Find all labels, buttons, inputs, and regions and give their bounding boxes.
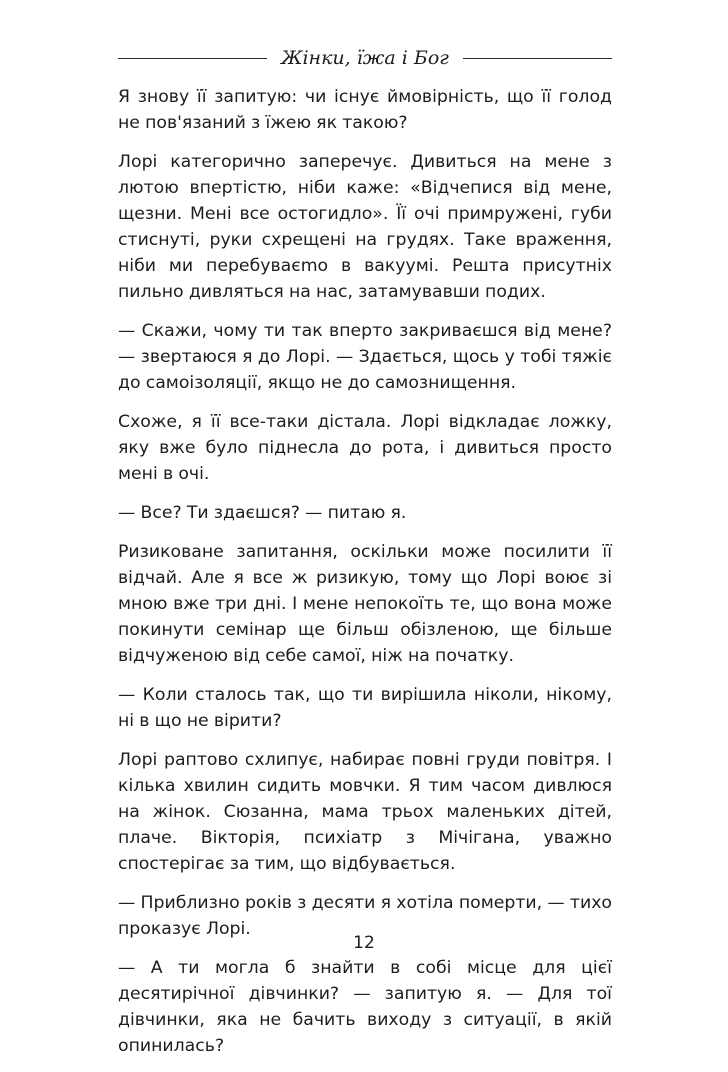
paragraph-3: — Скажи, чому ти так вперто закриваєшся від мене? — звертаюся я до Лорі. — Здається, щось у тобі тяжіє до самоізоляції, якщо не до самознищення. xyxy=(118,321,612,393)
running-header xyxy=(118,44,612,72)
page-body xyxy=(118,84,612,1072)
paragraph-8: Лорі раптово схлипує, набирає повні груди повітря. І кілька хвилин сидить мовчки. Я тим часом дивлюся на жінок. Сюзанна, мама трьох маленьких дітей, плаче. Вікторія, психіатр з Мічігана, уважно спостерігає за тим, що відбувається. xyxy=(118,750,612,874)
paragraph-5: — Все? Ти здаєшся? — питаю я. xyxy=(118,503,407,523)
paragraph-7: — Коли сталось так, що ти вирішила ніколи, нікому, ні в що не вірити? xyxy=(118,685,612,731)
header-rule-left xyxy=(118,58,267,59)
paragraph-9: — Приблизно років з десяти я хотіла померти, — тихо проказує Лорі. xyxy=(118,893,612,939)
running-title: Жінки, їжа і Бог xyxy=(281,47,449,69)
paragraph-2: Лорі категорично заперечує. Дивиться на мене з лютою впертістю, ніби каже: «Відчепися від мене, щезни. Мені все остогидло». Її очі примружені, губи стиснуті, руки схрещені на грудях. Таке враження, ніби ми перебуваєmо в вакуумі. Решта присутніх пильно дивляться на нас, затамувавши подих. xyxy=(118,152,612,302)
page-number: 12 xyxy=(353,933,375,953)
header-rule-right xyxy=(463,58,612,59)
paragraph-6: Ризиковане запитання, оскільки може посилити її відчай. Але я все ж ризикую, тому що Лорі воює зі мною вже три дні. І мене непокоїть те, що вона може покинути семінар ще більш обізленою, ще більше відчуженою від себе самої, ніж на початку. xyxy=(118,542,612,666)
paragraph-1: Я знову її запитую: чи існує ймовірність, що її голод не пов'язаний з їжею як такою? xyxy=(118,87,612,133)
paragraph-4: Схоже, я її все-таки дістала. Лорі відкладає ложку, яку вже було піднесла до рота, і дивиться просто мені в очі. xyxy=(118,412,612,484)
paragraph-10: — А ти могла б знайти в собі місце для цієї десятирічної дівчинки? — запитую я. — Для тої дівчинки, яка не бачить виходу з ситуації, в якій опинилась? xyxy=(118,958,612,1056)
